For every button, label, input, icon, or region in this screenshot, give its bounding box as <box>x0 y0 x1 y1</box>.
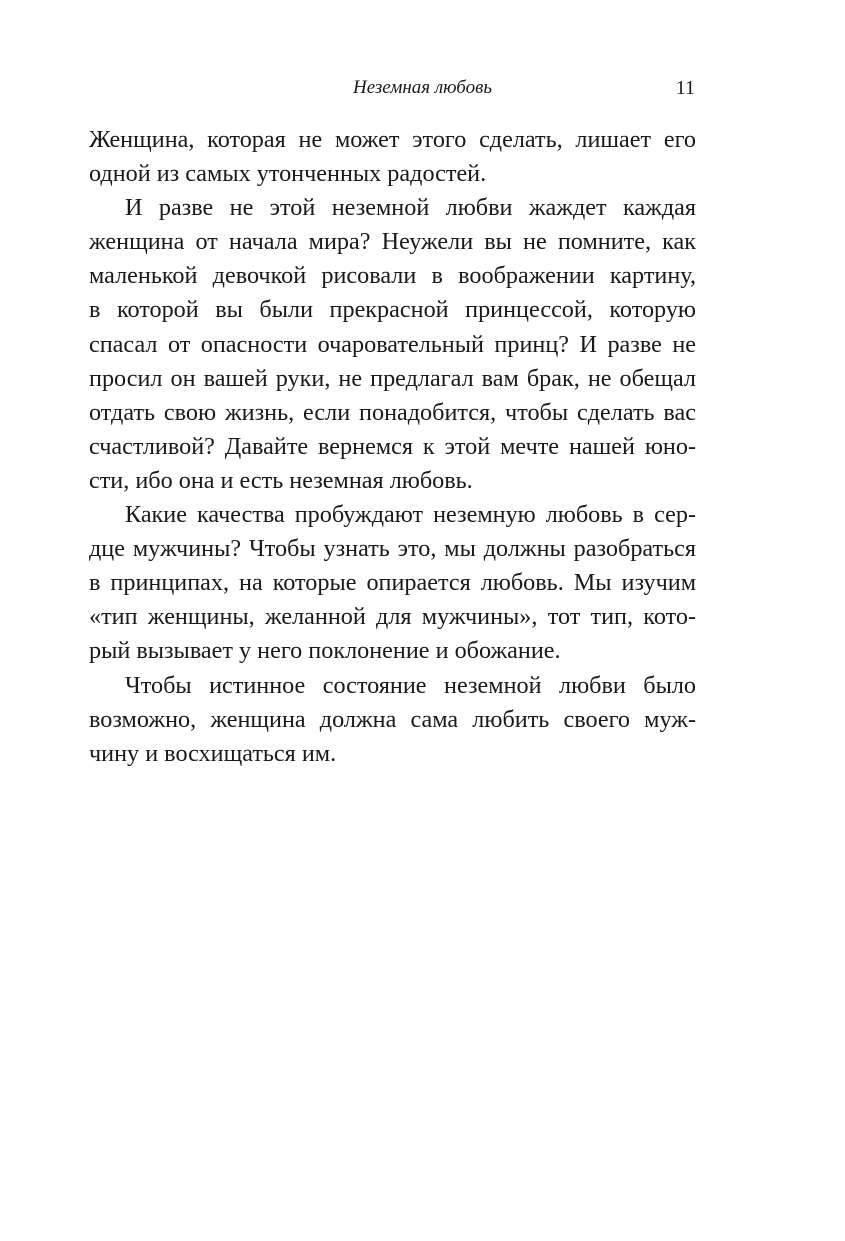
text-line: сти, ибо она и есть неземная любовь. <box>89 466 473 494</box>
text-line: Какие качества пробуждают неземную любовь в сер- <box>125 501 696 529</box>
text-line: Женщина, которая не может этого сделать, лишает его <box>89 126 696 153</box>
running-head <box>150 74 695 104</box>
text-line: в принципах, на которые опирается любовь. Мы изучим <box>89 569 696 597</box>
page-number: 11 <box>675 77 695 99</box>
text-line: женщина от начала мира? Неужели вы не помните, как <box>89 228 696 256</box>
text-line: дце мужчины? Чтобы узнать это, мы должны разобраться <box>89 535 696 563</box>
body-text <box>89 123 696 771</box>
text-line: маленькой девочкой рисовали в воображении картину, <box>89 262 696 290</box>
text-line: чину и восхищаться им. <box>89 739 337 767</box>
text-line: спасал от опасности очаровательный принц? И разве не <box>89 330 696 358</box>
text-line: «тип женщины, желанной для мужчины», тот тип, кото- <box>89 603 696 631</box>
running-title: Неземная любовь <box>352 77 493 98</box>
text-line: счастливой? Давайте вернемся к этой мечте нашей юно- <box>89 432 696 460</box>
text-line: И разве не этой неземной любви жаждет каждая <box>125 194 696 222</box>
text-line: просил он вашей руки, не предлагал вам брак, не обещал <box>89 364 696 392</box>
text-line: Чтобы истинное состояние неземной любви было <box>125 671 696 699</box>
text-line: отдать свою жизнь, если понадобится, чтобы сделать вас <box>89 398 696 426</box>
text-line: одной из самых утонченных радостей. <box>89 160 487 188</box>
text-line: рый вызывает у него поклонение и обожание. <box>89 637 561 665</box>
text-line: в которой вы были прекрасной принцессой, которую <box>89 296 696 324</box>
text-line: возможно, женщина должна сама любить своего муж- <box>89 705 696 733</box>
